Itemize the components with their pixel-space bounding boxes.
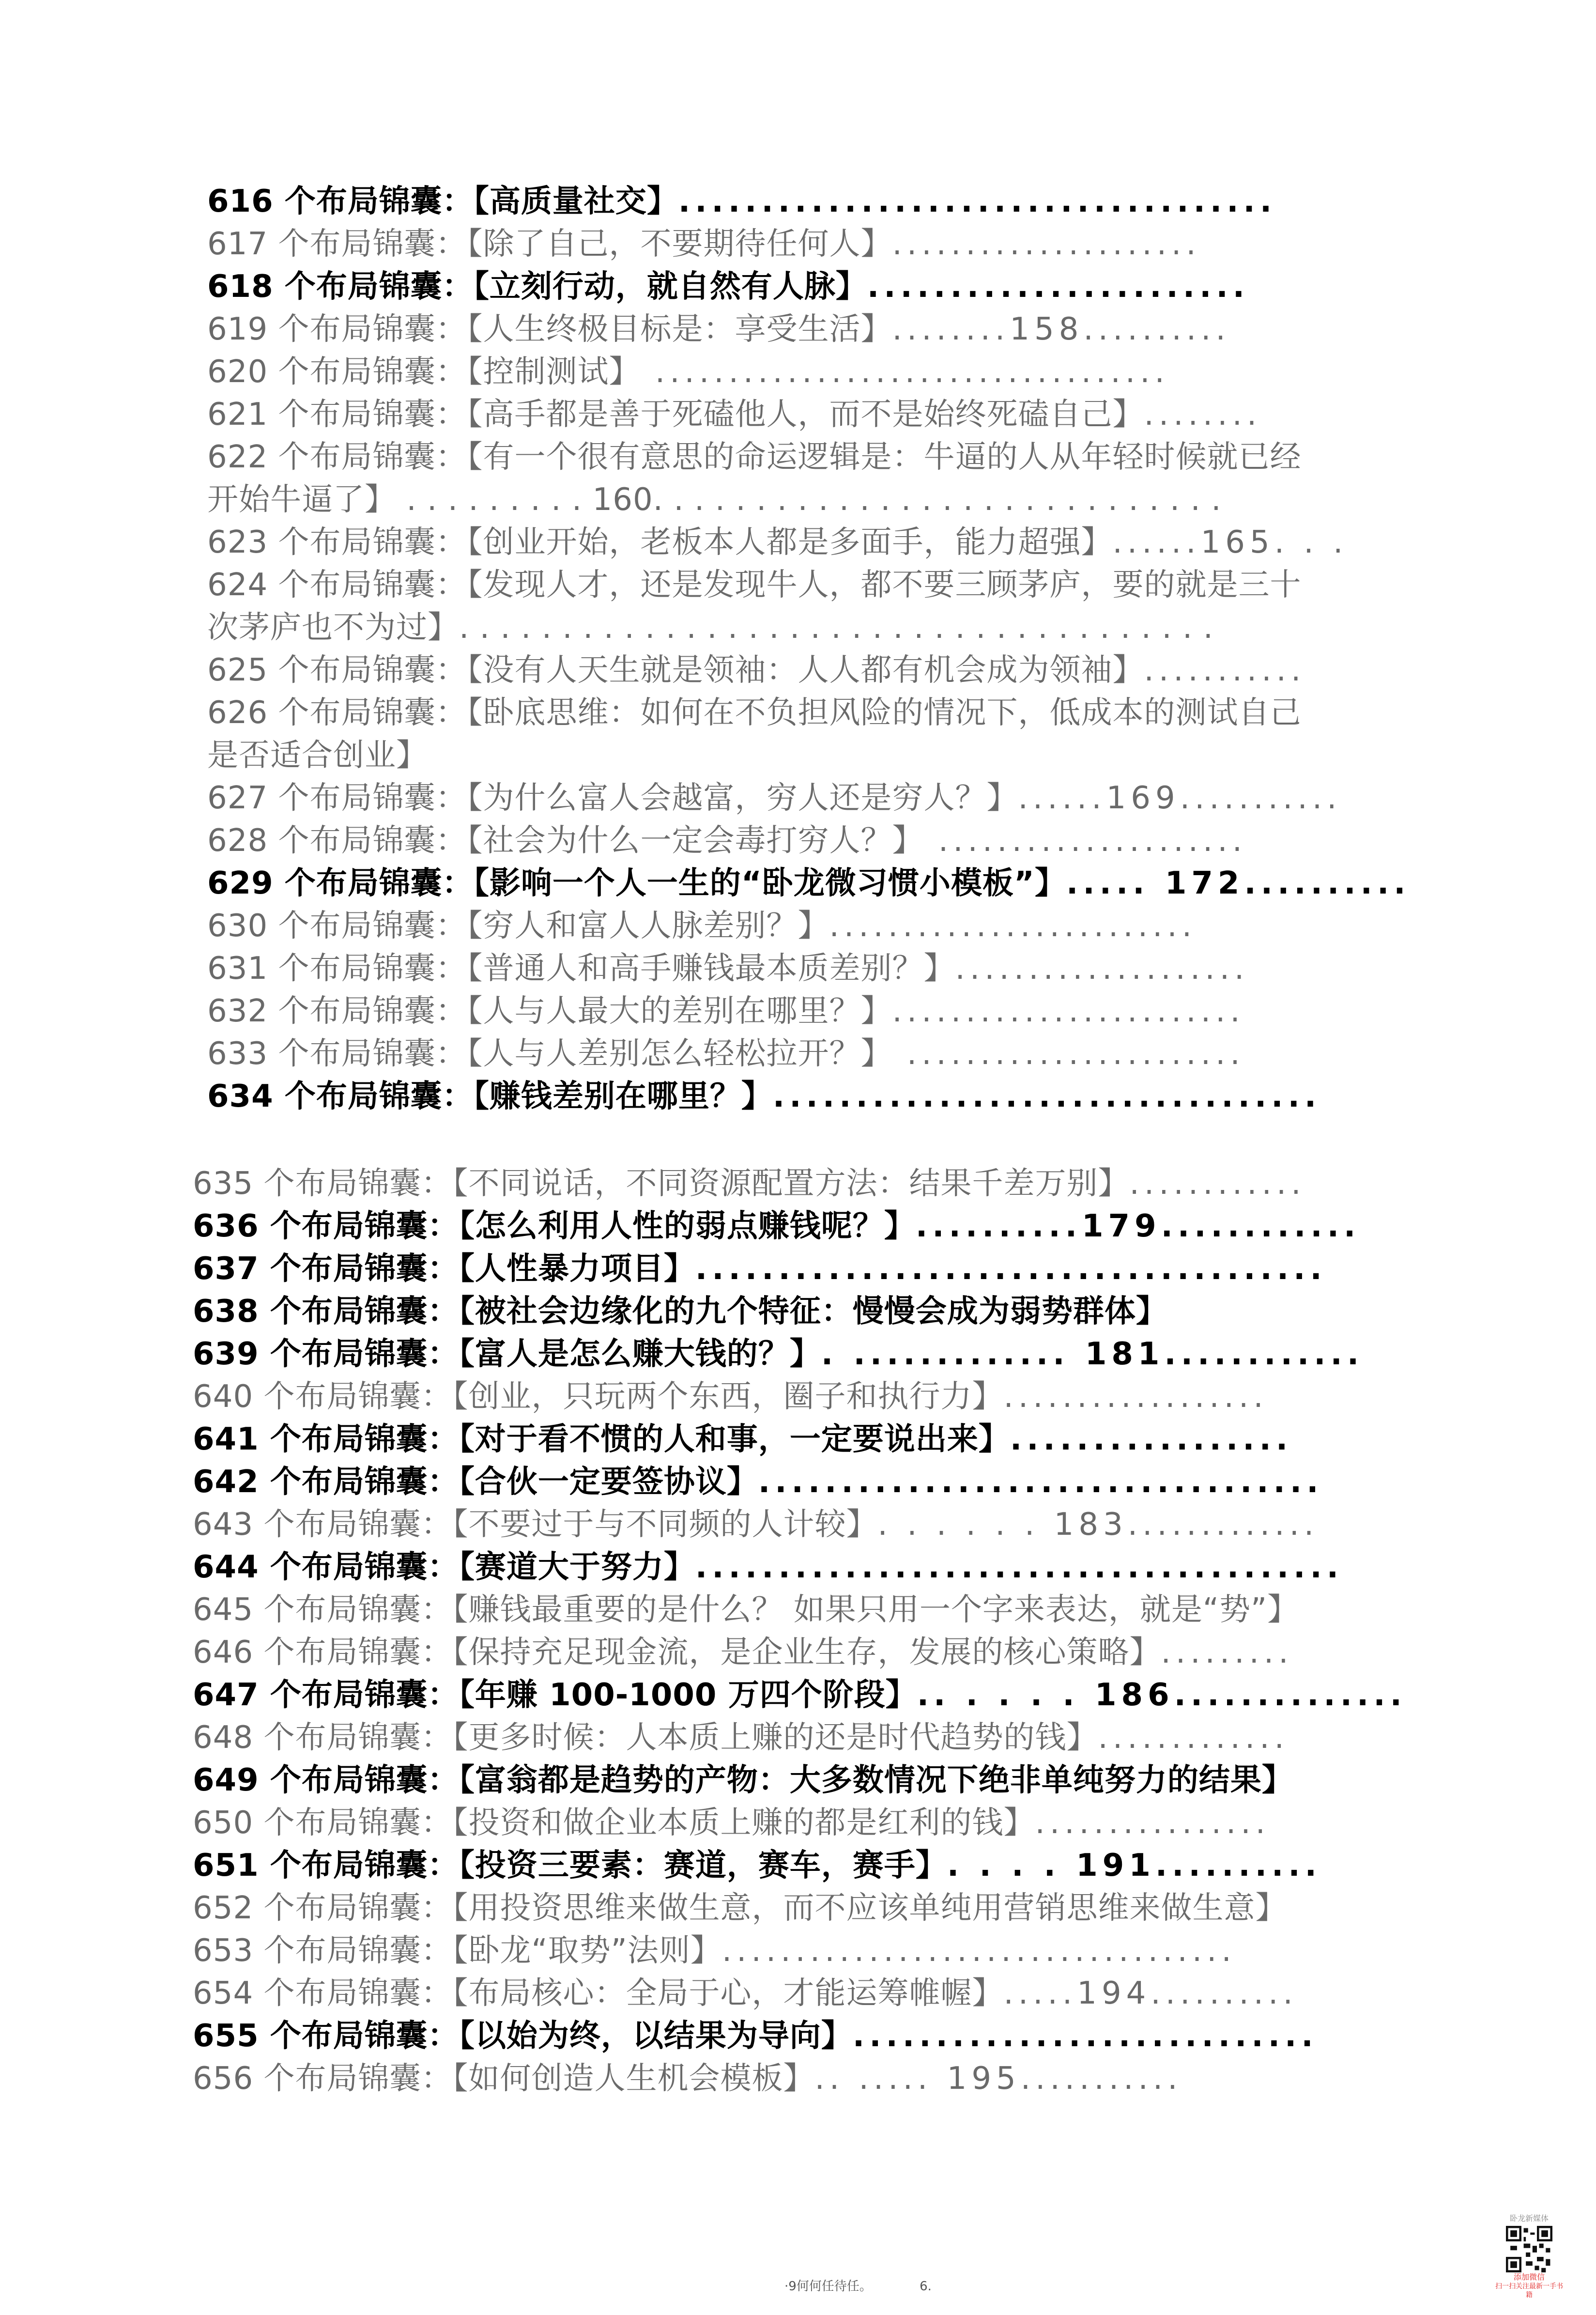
entry-leader-and-page: ............. bbox=[1098, 1720, 1289, 1756]
toc-entry bbox=[207, 1033, 1245, 1075]
entry-prefix: 个布局锦囊： bbox=[259, 1294, 459, 1329]
entry-leader-and-page: ................. bbox=[1010, 1421, 1293, 1457]
entry-prefix: 个布局锦囊： bbox=[268, 695, 467, 731]
entry-prefix: 个布局锦囊： bbox=[253, 1720, 453, 1756]
entry-number: 652 bbox=[193, 1890, 254, 1926]
entry-title: 【社会为什么一定会毒打穷人？】 bbox=[467, 823, 924, 859]
entry-number: 622 bbox=[207, 439, 268, 475]
entry-title: 【不要过于与不同频的人计较】 bbox=[452, 1507, 878, 1543]
entry-title: 【人与人差别怎么轻松拉开？】 bbox=[467, 1036, 892, 1072]
toc-entry bbox=[193, 1333, 1364, 1375]
toc-entry bbox=[207, 905, 1197, 947]
entry-prefix: 个布局锦囊： bbox=[253, 1933, 453, 1969]
entry-prefix: 个布局锦囊： bbox=[253, 1507, 453, 1543]
entry-leader-and-page: .................. bbox=[1003, 1379, 1268, 1415]
toc-entry bbox=[193, 1461, 1323, 1503]
toc-entry bbox=[193, 1674, 1407, 1716]
toc-entry bbox=[193, 1375, 1268, 1418]
entry-leader-and-page: ........................ bbox=[892, 993, 1245, 1029]
entry-prefix: 个布局锦囊： bbox=[268, 823, 467, 859]
entry-number: 642 bbox=[193, 1464, 259, 1500]
entry-title: 【富翁都是趋势的产物：大多数情况下绝非单纯努力的结果】 bbox=[459, 1762, 1293, 1798]
entry-prefix: 个布局锦囊： bbox=[273, 184, 474, 219]
entry-title-continuation: 是否适合创业】 bbox=[207, 738, 428, 773]
entry-prefix: 个布局锦囊： bbox=[259, 1549, 459, 1585]
entry-number: 626 bbox=[207, 695, 268, 731]
entry-leader-and-page: ..................... bbox=[923, 823, 1247, 859]
toc-entry bbox=[207, 265, 1249, 308]
entry-prefix: 个布局锦囊： bbox=[268, 993, 467, 1029]
entry-prefix: 个布局锦囊： bbox=[253, 1975, 453, 2011]
entry-title: 【除了自己，不要期待任何人】 bbox=[467, 226, 892, 262]
entry-leader-and-page: ............ bbox=[1129, 1166, 1306, 1202]
entry-title: 【高手都是善于死磕他人，而不是始终死磕自己】 bbox=[467, 397, 1144, 432]
entry-leader-and-page: .................................... bbox=[678, 184, 1277, 219]
toc-entry bbox=[193, 1248, 1327, 1290]
toc-entry bbox=[207, 947, 1249, 990]
footer-text: ·9何何任待任。 bbox=[784, 2279, 872, 2294]
entry-prefix: 个布局锦囊： bbox=[268, 439, 467, 475]
entry-number: 627 bbox=[207, 780, 268, 816]
toc-entry bbox=[193, 1887, 1287, 1929]
entry-number: 629 bbox=[207, 865, 274, 901]
entry-number: 651 bbox=[193, 1848, 259, 1883]
entry-number: 641 bbox=[193, 1421, 259, 1457]
entry-number: 655 bbox=[193, 2018, 259, 2054]
entry-prefix: 个布局锦囊： bbox=[253, 1379, 453, 1415]
entry-number: 618 bbox=[207, 269, 274, 305]
toc-entry bbox=[193, 1929, 1236, 1972]
toc-entry bbox=[207, 649, 1305, 692]
entry-number: 648 bbox=[193, 1720, 254, 1756]
entry-leader-and-page: ................................. bbox=[772, 1079, 1321, 1114]
entry-prefix: 个布局锦囊： bbox=[253, 1166, 453, 1202]
entry-prefix: 个布局锦囊： bbox=[268, 226, 467, 262]
entry-number: 635 bbox=[193, 1166, 254, 1202]
page-footer bbox=[784, 2276, 932, 2294]
entry-number: 621 bbox=[207, 397, 268, 432]
entry-prefix: 个布局锦囊： bbox=[273, 1079, 474, 1114]
entry-number: 628 bbox=[207, 823, 268, 859]
entry-prefix: 个布局锦囊： bbox=[268, 652, 467, 688]
entry-prefix: 个布局锦囊： bbox=[273, 269, 474, 305]
qr-caption-2: 扫一扫关注最新一手书籍 bbox=[1495, 2283, 1563, 2299]
toc-entry bbox=[193, 1631, 1293, 1674]
entry-number: 625 bbox=[207, 652, 268, 688]
entry-number: 638 bbox=[193, 1294, 259, 1329]
entry-number: 645 bbox=[193, 1592, 254, 1628]
entry-number: 631 bbox=[207, 951, 268, 987]
entry-number: 646 bbox=[193, 1635, 254, 1670]
entry-title: 【合伙一定要签协议】 bbox=[459, 1464, 758, 1500]
entry-title: 【被社会边缘化的九个特征：慢慢会成为弱势群体】 bbox=[459, 1294, 1167, 1329]
entry-title: 【赛道大于努力】 bbox=[459, 1549, 695, 1585]
entry-number: 617 bbox=[207, 226, 268, 262]
entry-prefix: 个布局锦囊： bbox=[268, 525, 467, 560]
entry-prefix: 个布局锦囊： bbox=[259, 1464, 459, 1500]
toc-entry bbox=[207, 180, 1276, 223]
entry-prefix: 个布局锦囊： bbox=[259, 1336, 459, 1372]
entry-prefix: 个布局锦囊： bbox=[253, 1805, 453, 1841]
entry-number: 636 bbox=[193, 1208, 259, 1244]
entry-prefix: 个布局锦囊： bbox=[259, 1208, 459, 1244]
entry-prefix: 个布局锦囊： bbox=[253, 1592, 453, 1628]
toc-entry bbox=[193, 1503, 1319, 1546]
entry-title: 【有一个很有意思的命运逻辑是：牛逼的人从年轻时候就已经 bbox=[467, 439, 1302, 475]
entry-title: 【创业开始，老板本人都是多面手，能力超强】 bbox=[467, 525, 1113, 560]
entry-leader-and-page: . . . . . . 183............. bbox=[877, 1507, 1319, 1543]
toc-entry bbox=[207, 1075, 1321, 1118]
toc-entry bbox=[193, 1589, 1299, 1631]
qr-code-icon bbox=[1506, 2226, 1552, 2272]
toc-entry bbox=[207, 521, 1348, 564]
entry-title: 【创业，只玩两个东西，圈子和执行力】 bbox=[452, 1379, 1004, 1415]
entry-number: 639 bbox=[193, 1336, 259, 1372]
entry-prefix: 个布局锦囊： bbox=[268, 951, 467, 987]
toc-entry bbox=[207, 351, 1169, 393]
toc-entry bbox=[193, 2015, 1318, 2057]
toc-entry bbox=[193, 1205, 1360, 1248]
entry-number: 630 bbox=[207, 908, 268, 944]
entry-title: 【没有人天生就是领袖：人人都有机会成为领袖】 bbox=[467, 652, 1144, 688]
entry-title: 【人与人最大的差别在哪里？】 bbox=[467, 993, 892, 1029]
entry-title: 【赚钱最重要的是什么？ 如果只用一个字来表达，就是“势”】 bbox=[452, 1592, 1299, 1628]
entry-prefix: 个布局锦囊： bbox=[268, 1036, 467, 1072]
entry-leader-and-page: .................................. bbox=[758, 1464, 1323, 1500]
entry-title: 【更多时候：人本质上赚的还是时代趋势的钱】 bbox=[452, 1720, 1098, 1756]
entry-title: 【对于看不惯的人和事，一定要说出来】 bbox=[459, 1421, 1010, 1457]
entry-prefix: 个布局锦囊： bbox=[259, 2018, 459, 2054]
entry-title: 【以始为终，以结果为导向】 bbox=[459, 2018, 853, 2054]
entry-title: 【富人是怎么赚大钱的？】 bbox=[459, 1336, 821, 1372]
entry-leader-and-page: .....194.......... bbox=[1003, 1975, 1298, 2011]
toc-entry bbox=[207, 777, 1342, 819]
entry-leader-and-page: . ............. 181............ bbox=[821, 1336, 1364, 1372]
entry-leader-and-page: ...................................... bbox=[695, 1251, 1327, 1287]
qr-caption-1: 添加微信 bbox=[1513, 2272, 1545, 2282]
entry-prefix: 个布局锦囊： bbox=[259, 1677, 459, 1713]
entry-title: 【卧底思维：如何在不负担风险的情况下，低成本的测试自己 bbox=[467, 695, 1302, 731]
entry-leader-and-page: ......169........... bbox=[1018, 780, 1342, 816]
entry-title: 【赚钱差别在哪里？】 bbox=[473, 1079, 773, 1114]
toc-entry bbox=[193, 1418, 1292, 1461]
entry-prefix: 个布局锦囊： bbox=[268, 354, 467, 390]
toc-entry bbox=[207, 990, 1245, 1033]
toc-entry bbox=[207, 223, 1201, 265]
entry-leader-and-page: .. ..... 195........... bbox=[814, 2061, 1182, 2097]
entry-number: 619 bbox=[207, 311, 268, 347]
entry-title: 【投资和做企业本质上赚的都是红利的钱】 bbox=[452, 1805, 1035, 1841]
entry-title-continuation: 开始牛逼了】 . . . . . . . . . 160. . . . . . . . . . . . . . . . . . . . . . . . . . . . bbox=[207, 482, 1222, 518]
toc-entry bbox=[193, 1546, 1343, 1589]
entry-prefix: 个布局锦囊： bbox=[268, 567, 467, 603]
entry-number: 624 bbox=[207, 567, 268, 603]
entry-title: 【高质量社交】 bbox=[473, 184, 678, 219]
entry-number: 654 bbox=[193, 1975, 254, 2011]
entry-prefix: 个布局锦囊： bbox=[259, 1848, 459, 1883]
entry-leader-and-page: . . . . 191.......... bbox=[947, 1848, 1321, 1883]
entry-title: 【影响一个人一生的“卧龙微习惯小模板”】 bbox=[473, 865, 1066, 901]
entry-title: 【布局核心：全局于心，才能运筹帷幄】 bbox=[452, 1975, 1004, 2011]
entry-number: 620 bbox=[207, 354, 268, 390]
entry-number: 656 bbox=[193, 2061, 254, 2097]
entry-prefix: 个布局锦囊： bbox=[259, 1421, 459, 1457]
entry-title: 【卧龙“取势”法则】 bbox=[452, 1933, 722, 1969]
entry-leader-and-page: ................................... bbox=[640, 354, 1169, 390]
toc-entry bbox=[207, 862, 1411, 905]
entry-prefix: 个布局锦囊： bbox=[253, 1635, 453, 1670]
qr-logo-text: 卧龙新媒体 bbox=[1509, 2214, 1549, 2223]
entry-leader-and-page: ..........179............ bbox=[915, 1208, 1361, 1244]
entry-title: 【人性暴力项目】 bbox=[459, 1251, 695, 1287]
entry-prefix: 个布局锦囊： bbox=[268, 780, 467, 816]
entry-number: 647 bbox=[193, 1677, 259, 1713]
toc-entry bbox=[193, 1290, 1167, 1333]
entry-prefix: 个布局锦囊： bbox=[268, 908, 467, 944]
page-number: 6. bbox=[920, 2279, 932, 2294]
entry-number: 643 bbox=[193, 1507, 254, 1543]
entry-prefix: 个布局锦囊： bbox=[273, 865, 474, 901]
entry-number: 634 bbox=[207, 1079, 274, 1114]
entry-leader-and-page: ............................ bbox=[852, 2018, 1318, 2054]
toc-entry bbox=[193, 1162, 1306, 1205]
toc-entry bbox=[193, 1844, 1321, 1887]
toc-entry bbox=[193, 2057, 1182, 2100]
entry-prefix: 个布局锦囊： bbox=[253, 1890, 453, 1926]
toc-entry bbox=[207, 692, 1302, 734]
toc-entry bbox=[193, 1972, 1298, 2015]
toc-entry bbox=[207, 819, 1247, 862]
entry-number: 649 bbox=[193, 1762, 259, 1798]
entry-leader-and-page: ........ bbox=[1144, 397, 1262, 432]
toc-entry bbox=[207, 393, 1261, 436]
entry-leader-and-page: ........... bbox=[1144, 652, 1306, 688]
entry-leader-and-page: ..................... bbox=[892, 226, 1201, 262]
entry-title: 【穷人和富人人脉差别？】 bbox=[467, 908, 829, 944]
entry-title: 【人生终极目标是：享受生活】 bbox=[467, 311, 892, 347]
entry-title: 【保持充足现金流，是企业生存，发展的核心策略】 bbox=[452, 1635, 1161, 1670]
entry-prefix: 个布局锦囊： bbox=[253, 2061, 453, 2097]
entry-title: 【年赚 100-1000 万四个阶段】 bbox=[459, 1677, 917, 1713]
entry-number: 633 bbox=[207, 1036, 268, 1072]
entry-leader-and-page: ....................................... bbox=[695, 1549, 1344, 1585]
entry-title: 【用投资思维来做生意，而不应该单纯用营销思维来做生意】 bbox=[452, 1890, 1287, 1926]
entry-leader-and-page: ......................... bbox=[829, 908, 1197, 944]
entry-title: 【不同说话，不同资源配置方法：结果千差万别】 bbox=[452, 1166, 1130, 1202]
toc-entry bbox=[193, 1802, 1270, 1844]
entry-leader-and-page: ................ bbox=[1035, 1805, 1270, 1841]
entry-prefix: 个布局锦囊： bbox=[268, 311, 467, 347]
entry-number: 653 bbox=[193, 1933, 254, 1969]
entry-leader-and-page: .. . . . . 186.............. bbox=[917, 1677, 1407, 1713]
entry-title: 【普通人和高手赚钱最本质差别？】 bbox=[467, 951, 955, 987]
entry-number: 640 bbox=[193, 1379, 254, 1415]
entry-leader-and-page: ......... bbox=[1161, 1635, 1293, 1670]
entry-title: 【投资三要素：赛道，赛车，赛手】 bbox=[459, 1848, 947, 1883]
entry-title: 【发现人才，还是发现牛人，都不要三顾茅庐，要的就是三十 bbox=[467, 567, 1302, 603]
qr-code-badge bbox=[1495, 2213, 1563, 2300]
entry-leader-and-page: ....................... bbox=[867, 269, 1250, 305]
entry-number: 632 bbox=[207, 993, 268, 1029]
entry-leader-and-page: ................................... bbox=[721, 1933, 1236, 1969]
entry-leader-and-page: .................... bbox=[955, 951, 1249, 987]
entry-prefix: 个布局锦囊： bbox=[259, 1762, 459, 1798]
entry-leader-and-page: ....................... bbox=[892, 1036, 1245, 1072]
toc-entry bbox=[193, 1759, 1293, 1802]
toc-entry bbox=[207, 436, 1302, 478]
entry-leader-and-page: ........158.......... bbox=[892, 311, 1230, 347]
entry-title: 【控制测试】 bbox=[467, 354, 641, 390]
entry-number: 650 bbox=[193, 1805, 254, 1841]
entry-number: 623 bbox=[207, 525, 268, 560]
toc-entry bbox=[207, 308, 1230, 351]
toc-entry bbox=[207, 564, 1302, 606]
entry-leader-and-page: ......165. . . bbox=[1112, 525, 1348, 560]
entry-title: 【为什么富人会越富，穷人还是穷人？】 bbox=[467, 780, 1018, 816]
entry-number: 616 bbox=[207, 184, 274, 219]
entry-number: 644 bbox=[193, 1549, 259, 1585]
entry-leader-and-page: ..... 172.......... bbox=[1066, 865, 1411, 901]
entry-title: 【如何创造人生机会模板】 bbox=[452, 2061, 815, 2097]
entry-title: 【怎么利用人性的弱点赚钱呢？】 bbox=[459, 1208, 916, 1244]
entry-title-continuation: 次茅庐也不为过】. . . . . . . . . . . . . . . . . . . . . . . . . . . . . . . . . . . . . bbox=[207, 610, 1214, 646]
entry-number: 637 bbox=[193, 1251, 259, 1287]
entry-title: 【立刻行动，就自然有人脉】 bbox=[473, 269, 867, 305]
toc-entry bbox=[193, 1716, 1289, 1759]
entry-prefix: 个布局锦囊： bbox=[268, 397, 467, 432]
entry-prefix: 个布局锦囊： bbox=[259, 1251, 459, 1287]
